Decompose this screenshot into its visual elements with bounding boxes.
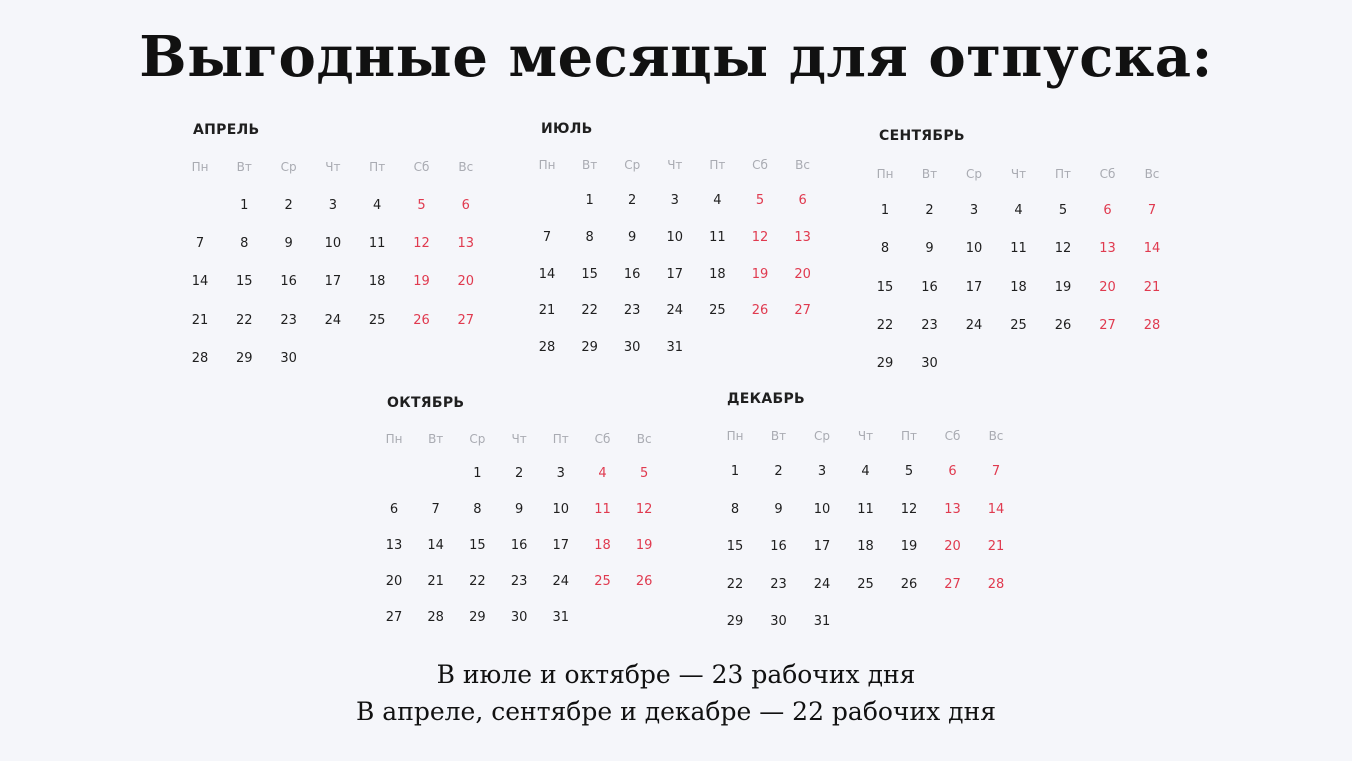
weekday-header: Пн — [726, 429, 744, 443]
weekend-day: 19 — [751, 266, 769, 282]
weekday-header: Сб — [944, 429, 961, 443]
day-cell: 11 — [368, 236, 386, 252]
day-cell: 11 — [1010, 241, 1027, 257]
day-cell: 24 — [324, 312, 342, 328]
day-cell: 24 — [813, 576, 831, 592]
day-cell: 28 — [191, 350, 209, 366]
weekend-day: 6 — [461, 198, 470, 213]
day-cell: 29 — [876, 356, 894, 372]
day-cell: 16 — [280, 274, 297, 290]
weekday-header: Сб — [1099, 167, 1116, 181]
day-cell: 15 — [469, 538, 486, 553]
weekend-day: 28 — [987, 576, 1005, 592]
weekend-day: 5 — [640, 466, 649, 481]
weekend-day: 26 — [635, 574, 653, 589]
weekday-header: Вс — [636, 432, 652, 446]
weekday-header: Чт — [511, 432, 527, 446]
day-cell: 16 — [921, 279, 938, 295]
day-cell: 8 — [730, 501, 740, 517]
month-name-october: ОКТЯБРЬ — [387, 395, 465, 411]
weekend-day: 21 — [987, 539, 1005, 555]
month-name-september: СЕНТЯБРЬ — [879, 128, 965, 144]
weekend-day: 12 — [635, 502, 653, 517]
day-cell: 17 — [666, 266, 684, 282]
weekday-header: Пн — [876, 167, 894, 181]
day-cell: 5 — [1058, 203, 1068, 218]
day-cell: 14 — [427, 538, 444, 553]
day-cell: 1 — [473, 466, 482, 481]
weekend-day: 19 — [635, 538, 653, 553]
weekend-day: 7 — [991, 464, 1001, 479]
weekend-day: 13 — [457, 236, 475, 252]
day-cell: 30 — [280, 350, 297, 366]
weekday-header: Пн — [385, 432, 403, 446]
day-cell: 30 — [510, 610, 528, 625]
footer-line-july-october: В июле и октябре — 23 рабочих дня — [436, 660, 916, 689]
day-cell: 3 — [328, 198, 338, 213]
weekend-day: 13 — [944, 501, 961, 517]
day-cell: 24 — [666, 303, 684, 319]
weekend-day: 14 — [987, 501, 1005, 517]
weekend-day: 26 — [751, 303, 769, 319]
day-cell: 12 — [900, 501, 918, 517]
weekend-day: 20 — [944, 539, 961, 555]
weekday-header: Ср — [624, 158, 641, 172]
day-cell: 19 — [900, 539, 918, 555]
weekday-header: Вс — [458, 160, 474, 174]
day-cell: 31 — [813, 614, 831, 630]
weekend-day: 11 — [594, 502, 611, 517]
weekday-header: Вт — [428, 432, 444, 446]
weekend-day: 13 — [794, 229, 811, 245]
weekday-header: Чт — [1010, 167, 1027, 181]
day-cell: 26 — [900, 576, 918, 592]
day-cell: 7 — [542, 229, 552, 245]
day-cell: 20 — [385, 574, 403, 589]
day-cell: 5 — [904, 464, 914, 479]
day-cell: 22 — [581, 303, 598, 319]
weekday-header: Пт — [900, 429, 917, 443]
day-cell: 25 — [1010, 317, 1027, 333]
day-cell: 2 — [284, 198, 293, 213]
weekend-day: 14 — [1143, 241, 1161, 257]
weekend-day: 12 — [413, 236, 430, 252]
day-cell: 15 — [236, 274, 253, 290]
weekend-day: 21 — [1143, 279, 1161, 295]
day-cell: 19 — [1054, 279, 1072, 295]
weekday-header: Пт — [369, 160, 386, 174]
day-cell: 10 — [965, 241, 983, 257]
day-cell: 22 — [876, 317, 894, 333]
weekend-day: 25 — [594, 574, 611, 589]
day-cell: 3 — [556, 466, 565, 481]
weekend-day: 28 — [1143, 317, 1161, 333]
day-cell: 1 — [880, 203, 890, 218]
day-cell: 9 — [514, 502, 524, 517]
weekend-day: 26 — [413, 312, 430, 328]
day-cell: 1 — [730, 464, 740, 479]
weekend-day: 6 — [1103, 203, 1112, 218]
day-cell: 12 — [1054, 241, 1072, 257]
day-cell: 25 — [368, 312, 386, 328]
day-cell: 8 — [240, 236, 249, 252]
day-cell: 26 — [1054, 317, 1072, 333]
day-cell: 31 — [552, 610, 570, 625]
day-cell: 29 — [726, 614, 744, 630]
weekend-day: 20 — [794, 266, 811, 282]
day-cell: 13 — [385, 538, 403, 553]
day-cell: 29 — [469, 610, 486, 625]
day-cell: 21 — [538, 303, 556, 319]
weekday-header: Пн — [538, 158, 556, 172]
day-cell: 25 — [709, 303, 726, 319]
day-cell: 16 — [623, 266, 641, 282]
weekday-header: Пн — [191, 160, 209, 174]
day-cell: 9 — [628, 229, 637, 245]
weekday-header: Пт — [552, 432, 569, 446]
day-cell: 11 — [857, 501, 874, 517]
day-cell: 8 — [880, 241, 890, 257]
day-cell: 4 — [861, 464, 870, 479]
weekend-day: 20 — [457, 274, 475, 290]
page-title: Выгодные месяцы для отпуска: — [139, 24, 1213, 90]
day-cell: 9 — [925, 241, 934, 257]
day-cell: 10 — [666, 229, 684, 245]
weekend-day: 20 — [1099, 279, 1116, 295]
weekend-day: 5 — [417, 198, 426, 213]
day-cell: 16 — [510, 538, 528, 553]
day-cell: 8 — [585, 229, 594, 245]
day-cell: 2 — [774, 464, 783, 479]
day-cell: 15 — [726, 539, 744, 555]
day-cell: 18 — [709, 266, 726, 282]
weekday-header: Пт — [709, 158, 726, 172]
day-cell: 18 — [1010, 279, 1027, 295]
weekday-header: Вт — [581, 158, 598, 172]
day-cell: 11 — [709, 229, 726, 245]
day-cell: 28 — [427, 610, 444, 625]
weekday-header: Вс — [1144, 167, 1160, 181]
weekend-day: 4 — [598, 466, 607, 481]
day-cell: 10 — [324, 236, 342, 252]
day-cell: 29 — [236, 350, 253, 366]
weekend-day: 5 — [755, 193, 765, 208]
day-cell: 7 — [195, 236, 205, 252]
day-cell: 4 — [713, 193, 722, 208]
day-cell: 23 — [623, 303, 641, 319]
day-cell: 16 — [770, 539, 787, 555]
day-cell: 7 — [431, 502, 440, 517]
day-cell: 24 — [552, 574, 570, 589]
day-cell: 30 — [770, 614, 787, 630]
day-cell: 10 — [813, 501, 831, 517]
day-cell: 21 — [427, 574, 444, 589]
weekday-header: Сб — [752, 158, 768, 172]
footer-line-april-september-december: В апреле, сентябре и декабре — 22 рабочих дня — [355, 697, 996, 726]
day-cell: 27 — [385, 610, 403, 625]
weekday-header: Ср — [966, 167, 982, 181]
day-cell: 23 — [280, 312, 297, 328]
day-cell: 29 — [581, 340, 598, 356]
day-cell: 3 — [817, 464, 827, 479]
day-cell: 3 — [969, 203, 979, 218]
day-cell: 14 — [191, 274, 209, 290]
day-cell: 17 — [552, 538, 570, 553]
weekend-day: 27 — [944, 576, 961, 592]
weekend-day: 7 — [1147, 203, 1157, 218]
weekend-day: 6 — [798, 193, 807, 208]
day-cell: 22 — [469, 574, 486, 589]
day-cell: 24 — [965, 317, 983, 333]
day-cell: 4 — [1014, 203, 1023, 218]
day-cell: 2 — [925, 203, 934, 218]
weekday-header: Сб — [594, 432, 611, 446]
day-cell: 17 — [813, 539, 831, 555]
weekend-day: 12 — [751, 229, 769, 245]
weekday-header: Чт — [667, 158, 683, 172]
day-cell: 15 — [581, 266, 598, 282]
day-cell: 28 — [538, 340, 556, 356]
day-cell: 3 — [670, 193, 679, 208]
day-cell: 14 — [538, 266, 556, 282]
day-cell: 18 — [857, 539, 874, 555]
day-cell: 23 — [770, 576, 787, 592]
weekday-header: Ср — [814, 429, 830, 443]
day-cell: 31 — [666, 340, 684, 356]
month-name-december: ДЕКАБРЬ — [727, 391, 806, 407]
weekend-day: 13 — [1099, 241, 1116, 257]
weekday-header: Вс — [795, 158, 811, 172]
day-cell: 9 — [284, 236, 293, 252]
day-cell: 23 — [921, 317, 938, 333]
day-cell: 23 — [510, 574, 528, 589]
weekday-header: Вт — [921, 167, 938, 181]
weekend-day: 27 — [1099, 317, 1116, 333]
weekday-header: Чт — [857, 429, 874, 443]
day-cell: 17 — [324, 274, 342, 290]
weekend-day: 27 — [794, 303, 811, 319]
weekend-day: 27 — [457, 312, 475, 328]
day-cell: 30 — [623, 340, 641, 356]
day-cell: 2 — [514, 466, 524, 481]
day-cell: 4 — [373, 198, 382, 213]
weekend-day: 18 — [594, 538, 611, 553]
day-cell: 22 — [726, 576, 744, 592]
day-cell: 10 — [552, 502, 570, 517]
weekday-header: Ср — [280, 160, 297, 174]
day-cell: 15 — [876, 279, 894, 295]
weekday-header: Пт — [1054, 167, 1071, 181]
weekend-day: 19 — [413, 274, 430, 290]
month-name-july: ИЮЛЬ — [541, 121, 593, 137]
day-cell: 2 — [628, 193, 637, 208]
day-cell: 8 — [473, 502, 482, 517]
day-cell: 17 — [965, 279, 983, 295]
weekday-header: Вт — [236, 160, 252, 174]
day-cell: 22 — [236, 312, 253, 328]
day-cell: 1 — [585, 193, 594, 208]
day-cell: 1 — [240, 198, 249, 213]
day-cell: 18 — [368, 274, 386, 290]
weekday-header: Сб — [413, 160, 430, 174]
weekday-header: Ср — [469, 432, 486, 446]
day-cell: 30 — [921, 356, 938, 372]
day-cell: 25 — [857, 576, 874, 592]
day-cell: 9 — [774, 501, 783, 517]
weekday-header: Вс — [988, 429, 1004, 443]
weekday-header: Чт — [325, 160, 341, 174]
weekday-header: Вт — [770, 429, 787, 443]
day-cell: 21 — [191, 312, 209, 328]
day-cell: 6 — [389, 502, 399, 517]
month-name-april: АПРЕЛЬ — [193, 122, 260, 138]
weekend-day: 6 — [948, 464, 957, 479]
